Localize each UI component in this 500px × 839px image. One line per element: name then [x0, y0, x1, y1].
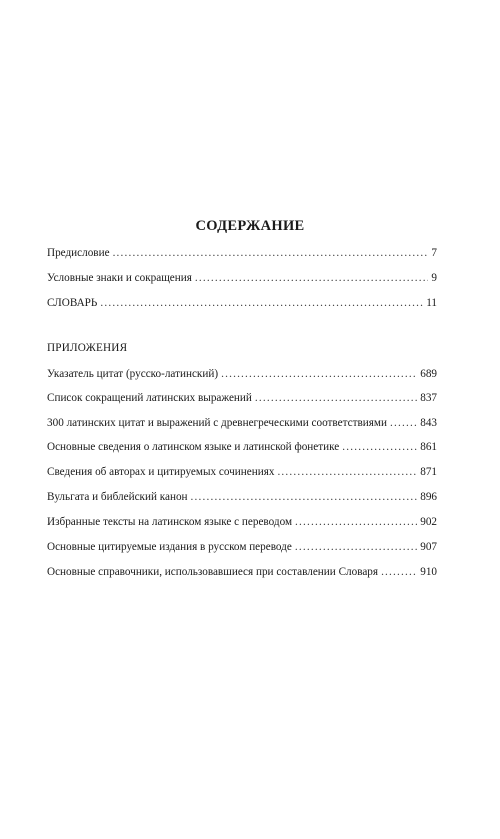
leader-dots — [113, 246, 429, 260]
leader-dots — [277, 465, 417, 479]
toc-entry-label: Вульгата и библейский канон — [47, 491, 188, 503]
toc-entry-label: Основные справочники, использовавшиеся при составлении Словаря — [47, 566, 379, 578]
leader-dots — [342, 440, 417, 454]
toc-entry-label: 300 латинских цитат и выражений с древнегреческими соответствиями — [47, 417, 387, 429]
toc-entry-appendix-8[interactable] — [47, 540, 437, 554]
leader-dots — [390, 416, 417, 430]
leader-dots — [381, 565, 417, 579]
toc-entry-appendix-1[interactable] — [47, 367, 437, 381]
toc-entry-label: Указатель цитат (русско-латинский) — [47, 368, 219, 380]
toc-entry-label: Сведения об авторах и цитируемых сочинениях — [47, 466, 275, 478]
toc-entry-page: 9 — [431, 272, 437, 284]
toc-entry-appendix-2[interactable] — [47, 391, 437, 405]
toc-entry-page: 902 — [420, 516, 437, 528]
toc-entry-label: Предисловие — [47, 247, 110, 259]
toc-entry-label: Основные цитируемые издания в русском переводе — [47, 541, 292, 553]
page-title: СОДЕРЖАНИЕ — [195, 218, 305, 234]
toc-entry-label: Список сокращений латинских выражений — [47, 392, 252, 404]
leader-dots — [221, 367, 417, 381]
toc-entry-label: СЛОВАРЬ — [47, 297, 98, 309]
toc-entry-appendix-3[interactable] — [47, 416, 437, 430]
toc-entry-page: 689 — [420, 368, 437, 380]
toc-entry-label: Избранные тексты на латинском языке с переводом — [47, 516, 293, 528]
toc-entry-page: 907 — [420, 541, 437, 553]
toc-entry-page: 861 — [420, 441, 437, 453]
toc-entry-label: Основные сведения о латинском языке и латинской фонетике — [47, 441, 340, 453]
toc-entry-abbreviations[interactable] — [47, 271, 437, 285]
appendix-heading: ПРИЛОЖЕНИЯ — [47, 342, 128, 354]
toc-entry-page: 871 — [420, 466, 437, 478]
leader-dots — [255, 391, 417, 405]
toc-entry-page: 837 — [420, 392, 437, 404]
leader-dots — [195, 271, 429, 285]
leader-dots — [191, 490, 418, 504]
toc-entry-page: 11 — [426, 297, 437, 309]
leader-dots — [295, 515, 417, 529]
toc-entry-appendix-6[interactable] — [47, 490, 437, 504]
toc-entry-page: 7 — [431, 247, 437, 259]
toc-entry-dictionary[interactable] — [47, 296, 437, 310]
toc-entry-appendix-5[interactable] — [47, 465, 437, 479]
leader-dots — [295, 540, 417, 554]
leader-dots — [100, 296, 423, 310]
toc-entry-label: Условные знаки и сокращения — [47, 272, 192, 284]
toc-entry-appendix-4[interactable] — [47, 440, 437, 454]
toc-entry-page: 910 — [420, 566, 437, 578]
toc-entry-preface[interactable] — [47, 246, 437, 260]
toc-entry-page: 843 — [420, 417, 437, 429]
toc-entry-appendix-9[interactable] — [47, 565, 437, 579]
toc-entry-appendix-7[interactable] — [47, 515, 437, 529]
toc-entry-page: 896 — [420, 491, 437, 503]
